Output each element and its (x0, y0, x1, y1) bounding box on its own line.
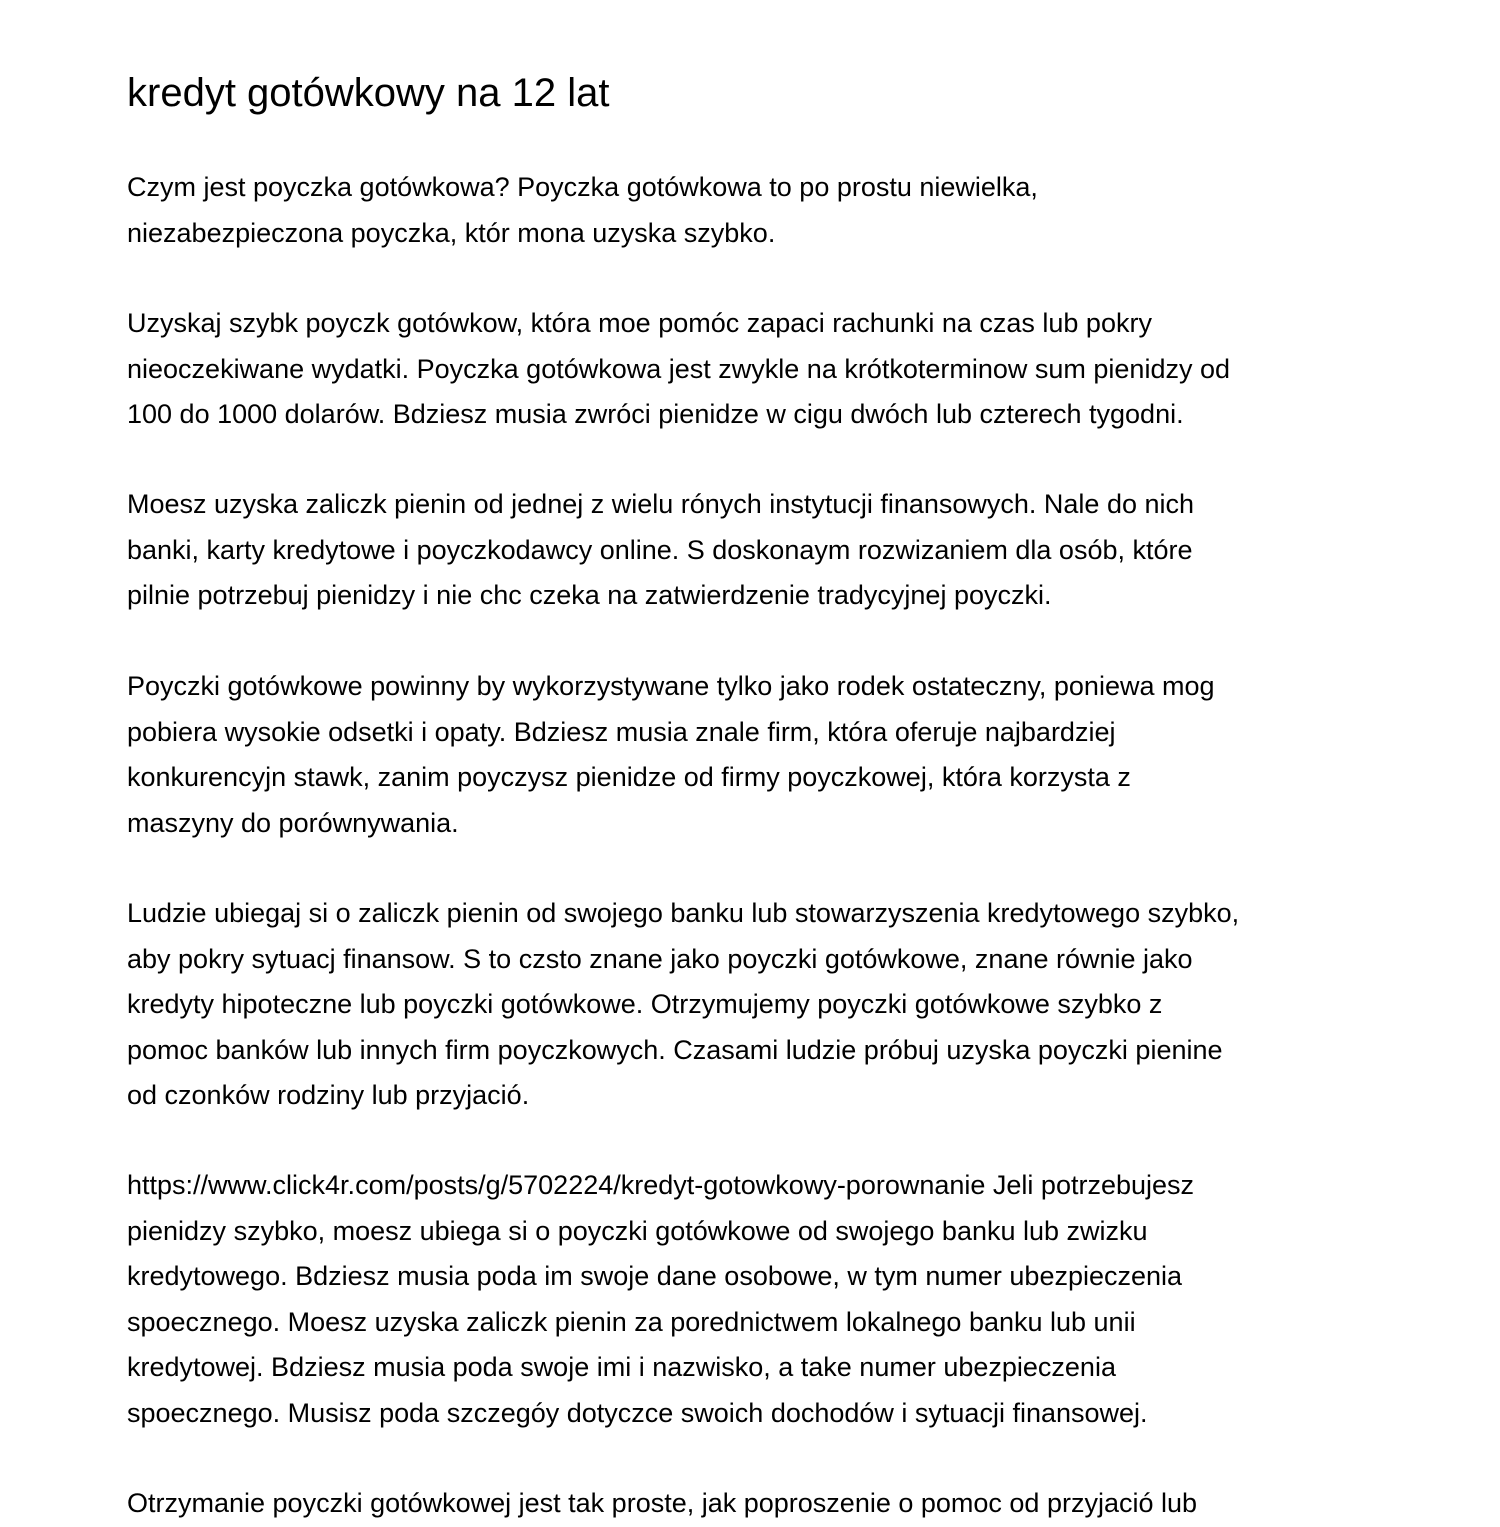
paragraph (127, 165, 1387, 256)
paragraph-line: Czym jest poyczka gotówkowa? Poyczka gotówkowa to po prostu niewielka, (127, 172, 1038, 202)
paragraph-line: banki, karty kredytowe i poyczkodawcy online. S doskonaym rozwizaniem dla osób, które (127, 534, 1193, 565)
paragraph (127, 482, 1387, 619)
paragraph-line: pobiera wysokie odsetki i opaty. Bdziesz musia znale firm, która oferuje najbardziej (127, 716, 1116, 747)
paragraph-cut-off (127, 1481, 1387, 1527)
paragraph-line: Poyczki gotówkowe powinny by wykorzystywane tylko jako rodek ostateczny, poniewa mog (127, 671, 1215, 701)
paragraph (127, 664, 1387, 846)
paragraph-line: nieoczekiwane wydatki. Poyczka gotówkowa jest zwykle na krótkoterminow sum pienidzy od (127, 353, 1230, 384)
paragraph-line: maszyny do porównywania. (127, 807, 459, 838)
paragraph (127, 891, 1387, 1119)
paragraph-line: pomoc banków lub innych firm poyczkowych. Czasami ludzie próbuj uzyska poyczki pienine (127, 1034, 1223, 1065)
paragraph-line: spoecznego. Musisz poda szczegóy dotyczce swoich dochodów i sytuacji finansowej. (127, 1397, 1148, 1428)
paragraph-line: pilnie potrzebuj pienidzy i nie chc czeka na zatwierdzenie tradycyjnej poyczki. (127, 580, 1052, 610)
paragraph-line: Ludzie ubiegaj si o zaliczk pienin od swojego banku lub stowarzyszenia kredytowego szybko, (127, 898, 1240, 928)
paragraph (127, 301, 1387, 438)
paragraph-line: Uzyskaj szybk poyczk gotówkow, która moe pomóc zapaci rachunki na czas lub pokry (127, 308, 1152, 338)
paragraph-line: niezabezpieczona poyczka, któr mona uzyska szybko. (127, 217, 776, 248)
paragraph-line: konkurencyjn stawk, zanim poyczysz pienidze od firmy poyczkowej, która korzysta z (127, 762, 1131, 792)
paragraph-line: aby pokry sytuacj finansow. S to czsto znane jako poyczki gotówkowe, znane równie jako (127, 943, 1193, 974)
paragraph-line: kredytowego. Bdziesz musia poda im swoje dane osobowe, w tym numer ubezpieczenia (127, 1261, 1183, 1291)
paragraph-line: Otrzymanie poyczki gotówkowej jest tak proste, jak poproszenie o pomoc od przyjació lub (127, 1488, 1198, 1518)
paragraph-line: 100 do 1000 dolarów. Bdziesz musia zwróci pienidze w cigu dwóch lub czterech tygodni. (127, 399, 1184, 429)
paragraph-line: spoecznego. Moesz uzyska zaliczk pienin za porednictwem lokalnego banku lub unii (127, 1306, 1136, 1337)
paragraph-line: kredyty hipoteczne lub poyczki gotówkowe. Otrzymujemy poyczki gotówkowe szybko z (127, 989, 1163, 1019)
paragraph-line: Moesz uzyska zaliczk pienin od jednej z wielu rónych instytucji finansowych. Nale do nich (127, 489, 1195, 519)
document-title: kredyt gotówkowy na 12 lat (127, 71, 610, 115)
paragraph-line: https://www.click4r.com/posts/g/5702224/kredyt-gotowkowy-porownanie Jeli potrzebujesz (127, 1170, 1195, 1200)
paragraph-line: od czonków rodziny lub przyjació. (127, 1080, 530, 1110)
paragraph-line: pienidzy szybko, moesz ubiega si o poyczki gotówkowe od swojego banku lub zwizku (127, 1215, 1148, 1246)
paragraph (127, 1163, 1387, 1436)
paragraph-line: kredytowej. Bdziesz musia poda swoje imi i nazwisko, a take numer ubezpieczenia (127, 1352, 1116, 1382)
document-page (127, 0, 1387, 1518)
